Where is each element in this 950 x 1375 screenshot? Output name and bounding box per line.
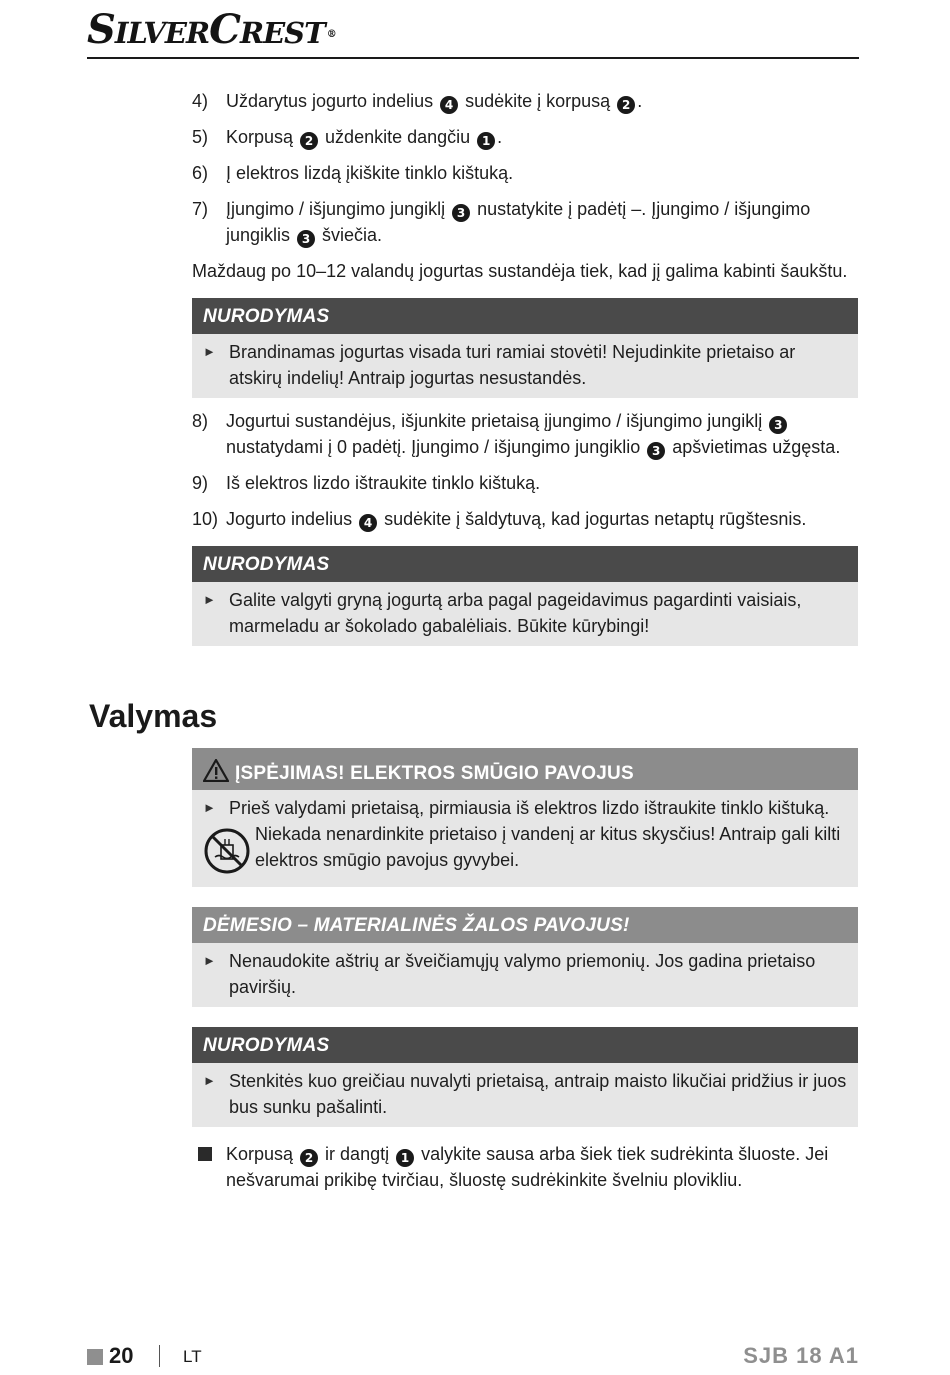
- language-code: LT: [183, 1347, 202, 1366]
- note-box: [192, 298, 858, 398]
- part-number-badge: 1: [477, 132, 495, 150]
- model-number: SJB 18 A1: [743, 1343, 859, 1368]
- arrow-bullet-icon: ►: [203, 344, 216, 359]
- note-box: [192, 546, 858, 646]
- part-number-badge: 3: [769, 416, 787, 434]
- no-submerge-notice: Niekada nenardinkite prietaiso į vandenį ar kitus skysčius! Antraip gali kilti elektros smūgio pavojus gyvybei.: [203, 821, 848, 880]
- page-number: 20: [109, 1343, 134, 1368]
- cleaning-instruction: Korpusą 2 ir dangtį 1 valykite sausa arba šiek tiek sudrėkinta šluoste. Jei nešvarumai prikibę tvirčiau, šluostę sudrėkinkite švelniu plovikliu.: [192, 1141, 858, 1193]
- step-6: 6) Į elektros lizdą įkiškite tinklo kištuką.: [192, 163, 514, 183]
- brand-logo: SILVERCREST ®: [87, 6, 336, 53]
- warning-bullet: ► Prieš valydami prietaisą, pirmiausia iš elektros lizdo ištraukite tinklo kištuką.: [203, 795, 848, 821]
- footer-divider: [159, 1345, 160, 1367]
- part-number-badge: 1: [396, 1149, 414, 1167]
- arrow-bullet-icon: ►: [203, 800, 216, 815]
- caution-box: [192, 907, 858, 1007]
- paragraph: Maždaug po 10–12 valandų jogurtas sustandėja tiek, kad jį galima kabinti šaukštu.: [192, 261, 848, 281]
- no-submerge-icon: [203, 827, 251, 880]
- note-title: NURODYMAS: [192, 546, 858, 582]
- part-number-badge: 2: [300, 132, 318, 150]
- part-number-badge: 4: [359, 514, 377, 532]
- note-bullet: ► Brandinamas jogurtas visada turi ramiai stovėti! Nejudinkite prietaiso ar atskirų indelių! Antraip jogurtas nesustandės.: [203, 339, 848, 391]
- note-title: NURODYMAS: [192, 298, 858, 334]
- arrow-bullet-icon: ►: [203, 592, 216, 607]
- part-number-badge: 3: [297, 230, 315, 248]
- part-number-badge: 3: [452, 204, 470, 222]
- step-7: 7) Įjungimo / išjungimo jungiklį 3 nustatykite į padėtį –. Įjungimo / išjungimo jungiklis 3 šviečia.: [192, 199, 811, 246]
- warning-title: ĮSPĖJIMAS! ELEKTROS SMŪGIO PAVOJUS: [192, 748, 858, 790]
- footer-square-icon: [87, 1349, 103, 1365]
- note-title: NURODYMAS: [192, 1027, 858, 1063]
- step-5: 5) Korpusą 2 uždenkite dangčiu 1 .: [192, 127, 503, 148]
- part-number-badge: 3: [647, 442, 665, 460]
- step-4: 4) Uždarytus jogurto indelius 4 sudėkite į korpusą 2 .: [192, 91, 643, 112]
- note-box: [192, 1027, 858, 1127]
- step-8: 8) Jogurtui sustandėjus, išjunkite prietaisą įjungimo / išjungimo jungiklį 3 nustatydami į 0 padėtį. Įjungimo / išjungimo jungiklio 3 apšvietimas užgęsta.: [192, 411, 841, 458]
- step-10: 10) Jogurto indelius 4 sudėkite į šaldytuvą, kad jogurtas netaptų rūgštesnis.: [192, 509, 807, 530]
- caution-bullet: ► Nenaudokite aštrių ar šveičiamųjų valymo priemonių. Jos gadina prietaiso paviršių.: [203, 948, 848, 1000]
- square-bullet-icon: [192, 1141, 226, 1193]
- part-number-badge: 2: [300, 1149, 318, 1167]
- instructions: [192, 88, 858, 646]
- caution-title: DĖMESIO – MATERIALINĖS ŽALOS PAVOJUS!: [192, 907, 858, 943]
- arrow-bullet-icon: ►: [203, 1073, 216, 1088]
- note-bullet: ► Stenkitės kuo greičiau nuvalyti prietaisą, antraip maisto likučiai pridžius ir juos bus sunku pašalinti.: [203, 1068, 848, 1120]
- step-9: 9) Iš elektros lizdo ištraukite tinklo kištuką.: [192, 473, 541, 493]
- section-title: Valymas: [89, 698, 218, 734]
- part-number-badge: 2: [617, 96, 635, 114]
- header-rule: [87, 57, 859, 59]
- note-bullet: ► Galite valgyti gryną jogurtą arba pagal pageidavimus pagardinti vaisiais, marmeladu ar šokolado gabalėliais. Būkite kūrybingi!: [203, 587, 848, 639]
- arrow-bullet-icon: ►: [203, 953, 216, 968]
- cleaning-section: [192, 748, 858, 1193]
- warning-box: [192, 748, 858, 887]
- part-number-badge: 4: [440, 96, 458, 114]
- page-footer: [87, 1343, 859, 1373]
